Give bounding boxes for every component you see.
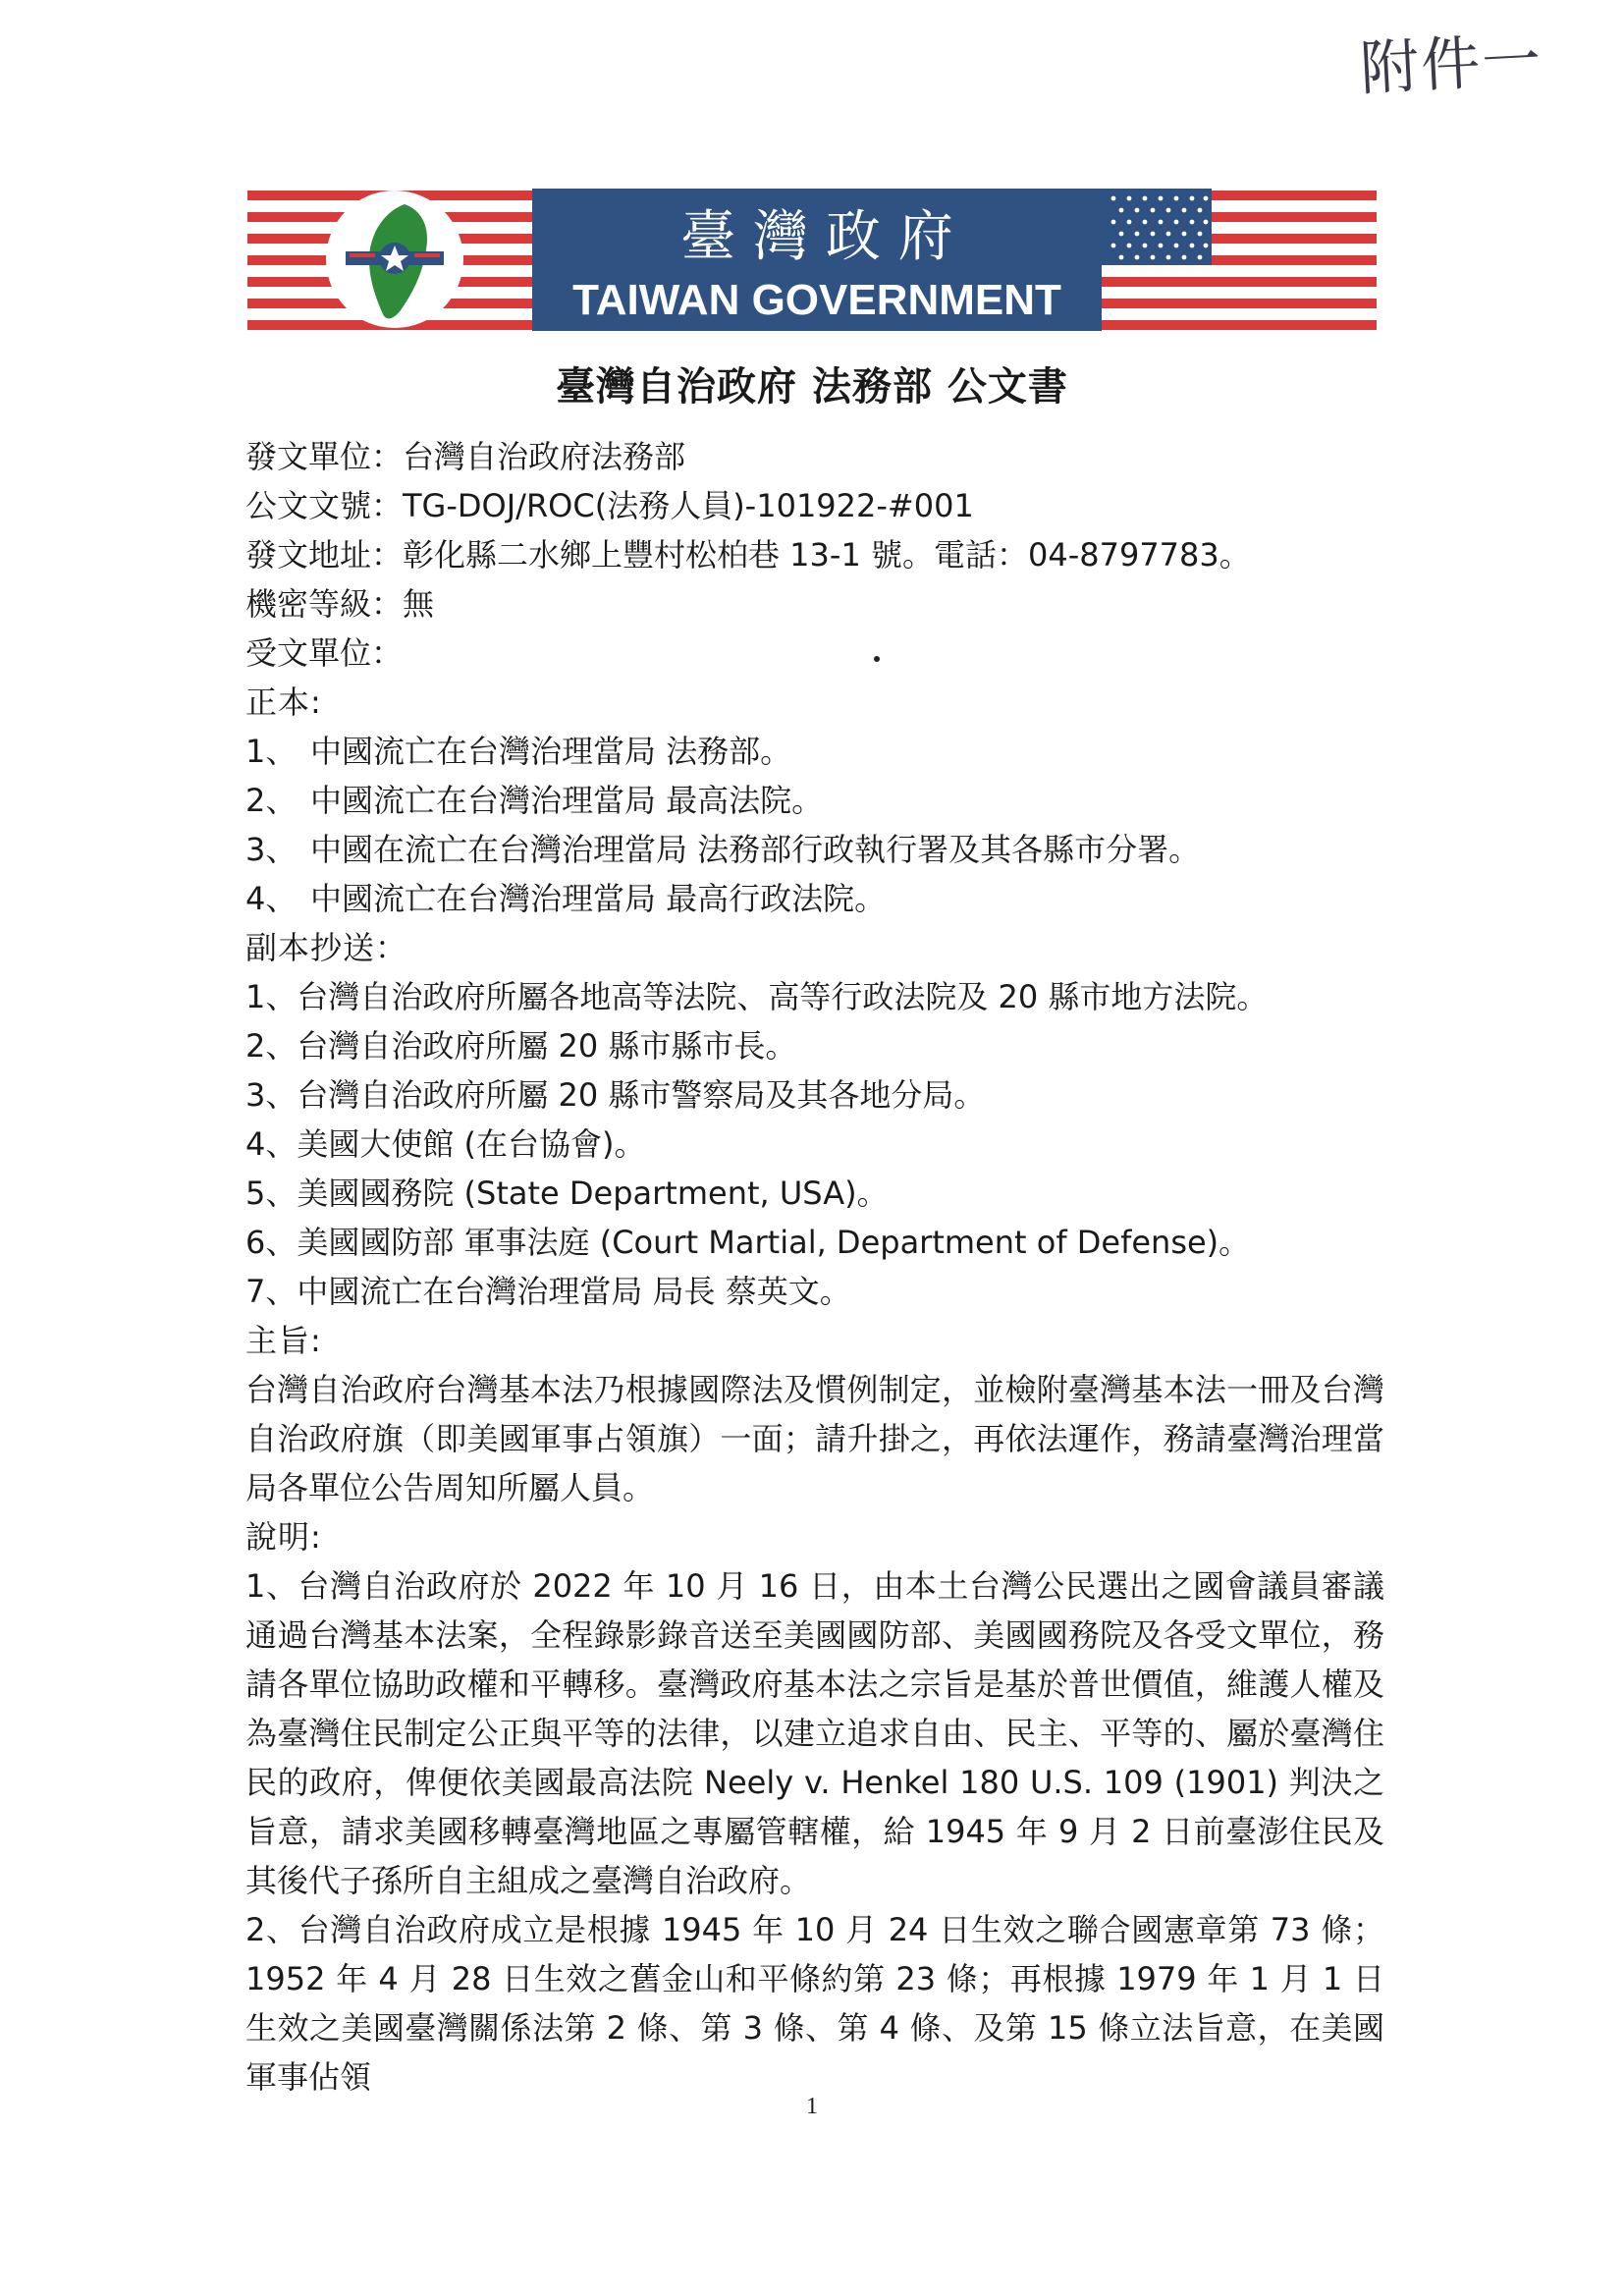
government-banner — [247, 189, 1377, 331]
original-item-number: 3、 — [245, 831, 298, 868]
original-item-number: 4、 — [245, 880, 298, 917]
copy-item: 2、台灣自治政府所屬 20 縣市縣市長。 — [245, 1027, 797, 1065]
explanation-text: 1、台灣自治政府於 2022 年 10 月 16 日，由本土台灣公民選出之國會議員審議通過台灣基本法案，全程錄影錄音送至美國國防部、美國國務院及各受文單位，務請各單位協助政權和平轉移。臺灣政府基本法之宗旨是基於普世價值，維護人權及為臺灣住民制定公正與平等的法律，以建立追求自由、民主、平等的、屬於臺灣住民的政府，俾便依美國最高法院 Neely v. Henkel 180 U.S. 109 (1901) 判決之旨意，請求美國移轉臺灣地區之專屬管轄權，給 1945 年 9 月 2 日前臺澎住民及其後代子孫所自主組成之臺灣自治政府。 — [245, 1567, 1384, 1899]
original-item-number: 2、 — [245, 782, 298, 819]
copy-item: 4、美國大使館 (在台協會)。 — [245, 1125, 646, 1163]
explanation-paragraph — [245, 1905, 1384, 2102]
original-item-text: 中國流亡在台灣治理當局 最高法院。 — [310, 782, 824, 819]
taiwan-map-emblem-icon — [326, 191, 463, 328]
original-item-text: 中國流亡在台灣治理當局 法務部。 — [310, 733, 792, 770]
original-item — [245, 874, 1384, 923]
original-item-text: 中國在流亡在台灣治理當局 法務部行政執行署及其各縣市分署。 — [310, 831, 1201, 868]
explanation-label: 說明: — [245, 1518, 322, 1556]
copies-label: 副本抄送： — [245, 929, 408, 966]
document-body — [245, 432, 1384, 2102]
issuer-line: 發文單位：台灣自治政府法務部 — [245, 438, 686, 475]
us-flag-icon — [1102, 189, 1212, 265]
original-label: 正本: — [245, 683, 322, 721]
original-item — [245, 776, 1384, 825]
explanation-text: 2、台灣自治政府成立是根據 1945 年 10 月 24 日生效之聯合國憲章第 73 條；1952 年 4 月 28 日生效之舊金山和平條約第 23 條；再根據 1979 年 1 月 1 日生效之美國臺灣關係法第 2 條、第 3 條、第 4 條、及第 15 條立法旨意，在美國軍事佔領 — [245, 1911, 1384, 2096]
original-item — [245, 727, 1384, 776]
copy-item: 1、台灣自治政府所屬各地高等法院、高等行政法院及 20 縣市地方法院。 — [245, 978, 1269, 1015]
handwritten-annotation: 附件一 — [1358, 26, 1544, 104]
copy-item: 5、美國國務院 (State Department, USA)。 — [245, 1175, 889, 1212]
copy-item: 3、台灣自治政府所屬 20 縣市警察局及其各地分局。 — [245, 1076, 986, 1114]
banner-english-title: TAIWAN GOVERNMENT — [572, 276, 1061, 324]
banner-chinese-title: 臺 灣 政 府 — [680, 205, 953, 269]
banner-graphic — [247, 189, 1377, 331]
document-title: 臺灣自治政府 法務部 公文書 — [556, 364, 1068, 410]
address-line: 發文地址：彰化縣二水鄉上豐村松柏巷 13-1 號。電話：04-8797783。 — [245, 536, 1251, 574]
original-item-number: 1、 — [245, 733, 298, 770]
copy-item: 7、中國流亡在台灣治理當局 局長 蔡英文。 — [245, 1273, 851, 1310]
page-number: 1 — [806, 2094, 818, 2119]
original-item-text: 中國流亡在台灣治理當局 最高行政法院。 — [310, 880, 887, 917]
explanation-paragraph — [245, 1561, 1384, 1905]
subject-label: 主旨: — [245, 1322, 322, 1359]
classification-line: 機密等級：無 — [245, 585, 435, 623]
subject-text: 台灣自治政府台灣基本法乃根據國際法及慣例制定，並檢附臺灣基本法一冊及台灣自治政府旗（即美國軍事占領旗）一面；請升掛之，再依法運作，務請臺灣治理當局各單位公告周知所屬人員。 — [245, 1371, 1384, 1506]
doc-number-line: 公文文號：TG-DOJ/ROC(法務人員)-101922-#001 — [245, 487, 974, 524]
subject-paragraph — [245, 1365, 1384, 1512]
copy-item: 6、美國國防部 軍事法庭 (Court Martial, Department of Defense)。 — [245, 1224, 1251, 1261]
original-item — [245, 825, 1384, 874]
recipient-line: 受文單位： — [245, 634, 404, 672]
